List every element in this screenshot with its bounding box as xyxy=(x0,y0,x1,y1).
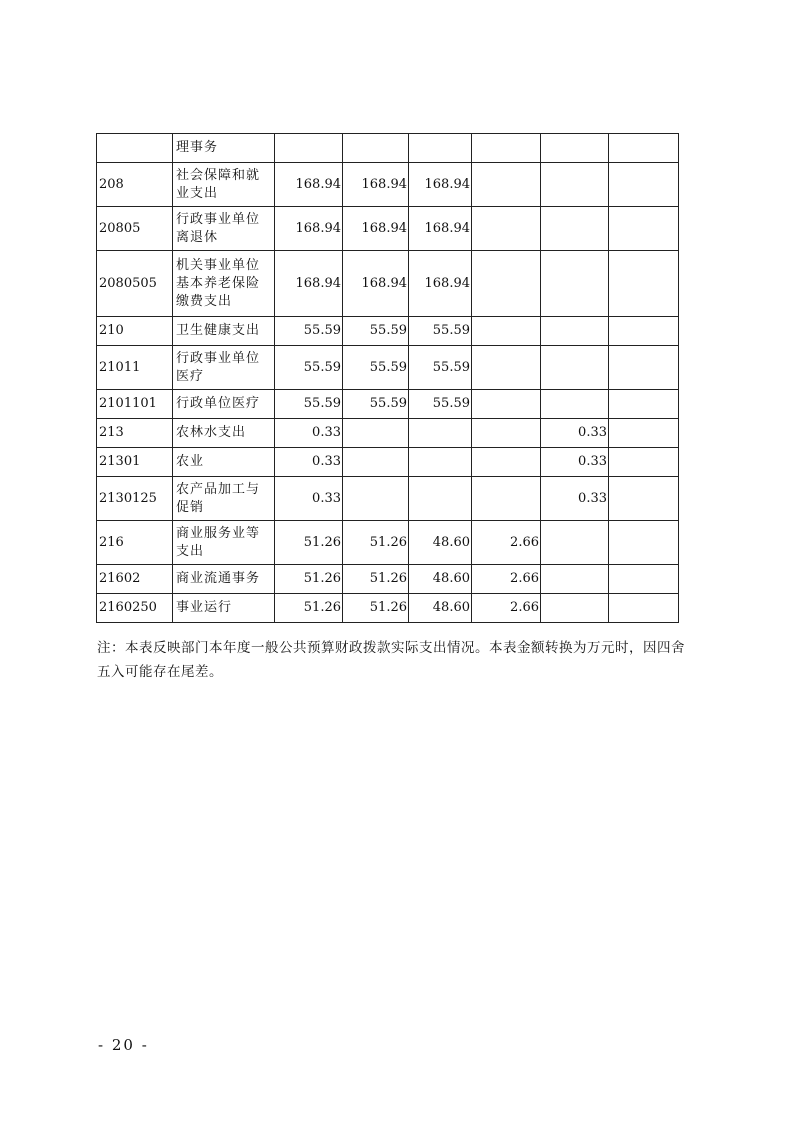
amount-other-cell xyxy=(609,477,679,521)
amount-personnel-cell xyxy=(409,134,472,163)
amount-other-cell xyxy=(609,390,679,419)
amount-personnel-cell: 168.94 xyxy=(409,251,472,317)
amount-personnel-cell: 168.94 xyxy=(409,163,472,207)
row-code-cell xyxy=(97,134,173,163)
amount-personnel-cell: 48.60 xyxy=(409,565,472,594)
amount-total-cell: 51.26 xyxy=(275,594,343,623)
amount-total-cell: 51.26 xyxy=(275,565,343,594)
table-row xyxy=(97,521,679,565)
row-code-cell: 2101101 xyxy=(97,390,173,419)
amount-basic-cell xyxy=(343,448,409,477)
row-name-cell: 商业流通事务 xyxy=(173,565,275,594)
row-code-cell: 210 xyxy=(97,317,173,346)
amount-project-cell xyxy=(541,207,609,251)
table-row xyxy=(97,163,679,207)
table-row xyxy=(97,134,679,163)
row-name-cell: 行政事业单位医疗 xyxy=(173,346,275,390)
amount-total-cell: 0.33 xyxy=(275,419,343,448)
amount-total-cell: 168.94 xyxy=(275,207,343,251)
amount-public-cell xyxy=(472,251,541,317)
row-code-cell: 21602 xyxy=(97,565,173,594)
amount-project-cell: 0.33 xyxy=(541,419,609,448)
amount-basic-cell: 168.94 xyxy=(343,251,409,317)
amount-total-cell: 0.33 xyxy=(275,448,343,477)
amount-project-cell: 0.33 xyxy=(541,477,609,521)
amount-personnel-cell xyxy=(409,448,472,477)
table-row xyxy=(97,594,679,623)
table-row xyxy=(97,251,679,317)
amount-project-cell xyxy=(541,251,609,317)
amount-basic-cell: 51.26 xyxy=(343,521,409,565)
row-name-cell: 农业 xyxy=(173,448,275,477)
amount-project-cell xyxy=(541,390,609,419)
amount-project-cell xyxy=(541,521,609,565)
amount-other-cell xyxy=(609,565,679,594)
row-name-cell: 商业服务业等支出 xyxy=(173,521,275,565)
amount-basic-cell: 51.26 xyxy=(343,565,409,594)
row-name-cell: 社会保障和就业支出 xyxy=(173,163,275,207)
amount-total-cell: 0.33 xyxy=(275,477,343,521)
row-code-cell: 216 xyxy=(97,521,173,565)
row-name-cell: 农产品加工与促销 xyxy=(173,477,275,521)
table-row xyxy=(97,346,679,390)
row-code-cell: 21301 xyxy=(97,448,173,477)
table-row xyxy=(97,477,679,521)
amount-public-cell xyxy=(472,317,541,346)
amount-personnel-cell xyxy=(409,419,472,448)
amount-personnel-cell xyxy=(409,477,472,521)
row-name-cell: 行政单位医疗 xyxy=(173,390,275,419)
amount-other-cell xyxy=(609,521,679,565)
amount-public-cell xyxy=(472,134,541,163)
amount-public-cell xyxy=(472,419,541,448)
amount-public-cell: 2.66 xyxy=(472,594,541,623)
amount-basic-cell xyxy=(343,419,409,448)
amount-other-cell xyxy=(609,134,679,163)
row-code-cell: 213 xyxy=(97,419,173,448)
amount-project-cell: 0.33 xyxy=(541,448,609,477)
amount-other-cell xyxy=(609,346,679,390)
row-code-cell: 208 xyxy=(97,163,173,207)
amount-other-cell xyxy=(609,251,679,317)
table-row xyxy=(97,448,679,477)
amount-total-cell: 51.26 xyxy=(275,521,343,565)
table-row xyxy=(97,317,679,346)
amount-public-cell: 2.66 xyxy=(472,565,541,594)
amount-other-cell xyxy=(609,317,679,346)
row-name-cell: 卫生健康支出 xyxy=(173,317,275,346)
row-code-cell: 20805 xyxy=(97,207,173,251)
amount-total-cell xyxy=(275,134,343,163)
amount-other-cell xyxy=(609,594,679,623)
amount-basic-cell: 168.94 xyxy=(343,207,409,251)
amount-project-cell xyxy=(541,134,609,163)
page-number: - 20 - xyxy=(98,1036,149,1054)
amount-total-cell: 168.94 xyxy=(275,163,343,207)
amount-public-cell xyxy=(472,163,541,207)
table-row xyxy=(97,565,679,594)
amount-public-cell xyxy=(472,477,541,521)
table-row xyxy=(97,390,679,419)
amount-total-cell: 168.94 xyxy=(275,251,343,317)
amount-public-cell xyxy=(472,390,541,419)
row-code-cell: 2080505 xyxy=(97,251,173,317)
amount-project-cell xyxy=(541,565,609,594)
row-name-cell: 行政事业单位离退休 xyxy=(173,207,275,251)
amount-basic-cell: 168.94 xyxy=(343,163,409,207)
amount-project-cell xyxy=(541,163,609,207)
amount-public-cell xyxy=(472,346,541,390)
expenditure-table xyxy=(96,133,679,623)
amount-personnel-cell: 55.59 xyxy=(409,317,472,346)
amount-basic-cell: 55.59 xyxy=(343,317,409,346)
amount-total-cell: 55.59 xyxy=(275,317,343,346)
amount-public-cell: 2.66 xyxy=(472,521,541,565)
amount-personnel-cell: 48.60 xyxy=(409,521,472,565)
row-code-cell: 21011 xyxy=(97,346,173,390)
table-row xyxy=(97,207,679,251)
row-code-cell: 2130125 xyxy=(97,477,173,521)
amount-total-cell: 55.59 xyxy=(275,346,343,390)
amount-basic-cell xyxy=(343,477,409,521)
table-footnote: 注：本表反映部门本年度一般公共预算财政拨款实际支出情况。本表金额转换为万元时，因四舍五入可能存在尾差。 xyxy=(97,640,685,680)
amount-public-cell xyxy=(472,448,541,477)
amount-basic-cell: 55.59 xyxy=(343,346,409,390)
amount-personnel-cell: 55.59 xyxy=(409,346,472,390)
row-name-cell: 理事务 xyxy=(173,134,275,163)
row-code-cell: 2160250 xyxy=(97,594,173,623)
amount-other-cell xyxy=(609,448,679,477)
amount-other-cell xyxy=(609,419,679,448)
amount-public-cell xyxy=(472,207,541,251)
amount-project-cell xyxy=(541,346,609,390)
amount-total-cell: 55.59 xyxy=(275,390,343,419)
row-name-cell: 机关事业单位基本养老保险缴费支出 xyxy=(173,251,275,317)
amount-personnel-cell: 48.60 xyxy=(409,594,472,623)
amount-other-cell xyxy=(609,207,679,251)
row-name-cell: 农林水支出 xyxy=(173,419,275,448)
amount-basic-cell: 55.59 xyxy=(343,390,409,419)
amount-personnel-cell: 55.59 xyxy=(409,390,472,419)
amount-basic-cell xyxy=(343,134,409,163)
amount-basic-cell: 51.26 xyxy=(343,594,409,623)
amount-project-cell xyxy=(541,317,609,346)
row-name-cell: 事业运行 xyxy=(173,594,275,623)
amount-other-cell xyxy=(609,163,679,207)
amount-personnel-cell: 168.94 xyxy=(409,207,472,251)
amount-project-cell xyxy=(541,594,609,623)
table-row xyxy=(97,419,679,448)
